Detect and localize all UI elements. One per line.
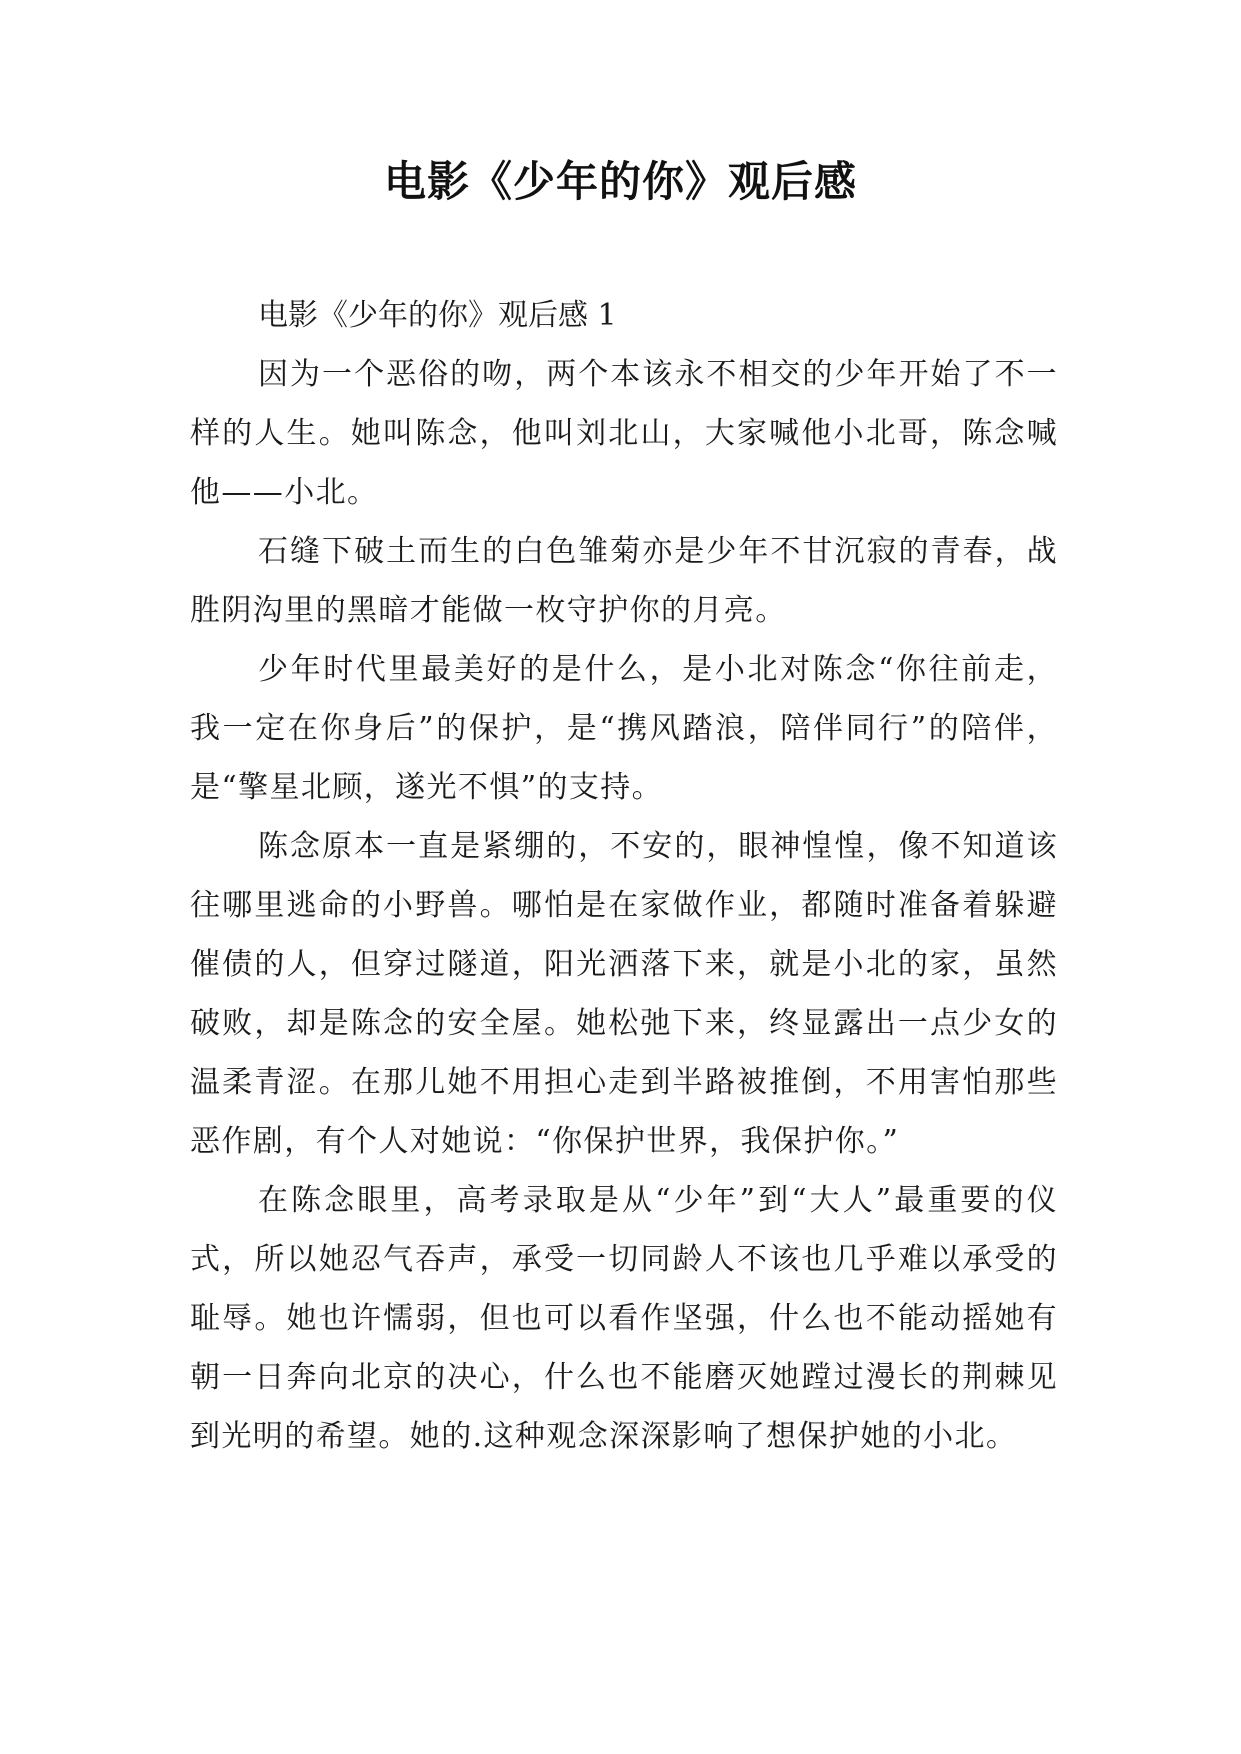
paragraph: 少年时代里最美好的是什么，是小北对陈念“你往前走，我一定在你身后”的保护，是“携风踏浪，陪伴同行”的陪伴，是“擎星北顾，遂光不惧”的支持。 — [190, 652, 1058, 805]
document-title: 电影《少年的你》观后感 — [383, 157, 857, 206]
paragraph: 石缝下破土而生的白色雏菊亦是少年不甘沉寂的青春，战胜阴沟里的黑暗才能做一枚守护你的月亮。 — [190, 534, 1058, 628]
section-heading: 电影《少年的你》观后感 1 — [258, 298, 617, 333]
paragraph: 在陈念眼里，高考录取是从“少年”到“大人”最重要的仪式，所以她忍气吞声，承受一切同龄人不该也几乎难以承受的耻辱。她也许懦弱，但也可以看作坚强，什么也不能动摇她有朝一日奔向北京的决心，什么也不能磨灭她蹚过漫长的荆棘见到光明的希望。她的.这种观念深深影响了想保护她的小北。 — [190, 1183, 1058, 1454]
paragraph: 因为一个恶俗的吻，两个本该永不相交的少年开始了不一样的人生。她叫陈念，他叫刘北山，大家喊他小北哥，陈念喊他——小北。 — [190, 357, 1058, 510]
document-body — [190, 286, 1058, 1466]
paragraph: 陈念原本一直是紧绷的，不安的，眼神惶惶，像不知道该往哪里逃命的小野兽。哪怕是在家做作业，都随时准备着躲避催债的人，但穿过隧道，阳光洒落下来，就是小北的家，虽然破败，却是陈念的安全屋。她松弛下来，终显露出一点少女的温柔青涩。在那儿她不用担心走到半路被推倒，不用害怕那些恶作剧，有个人对她说：“你保护世界，我保护你。” — [190, 829, 1058, 1159]
